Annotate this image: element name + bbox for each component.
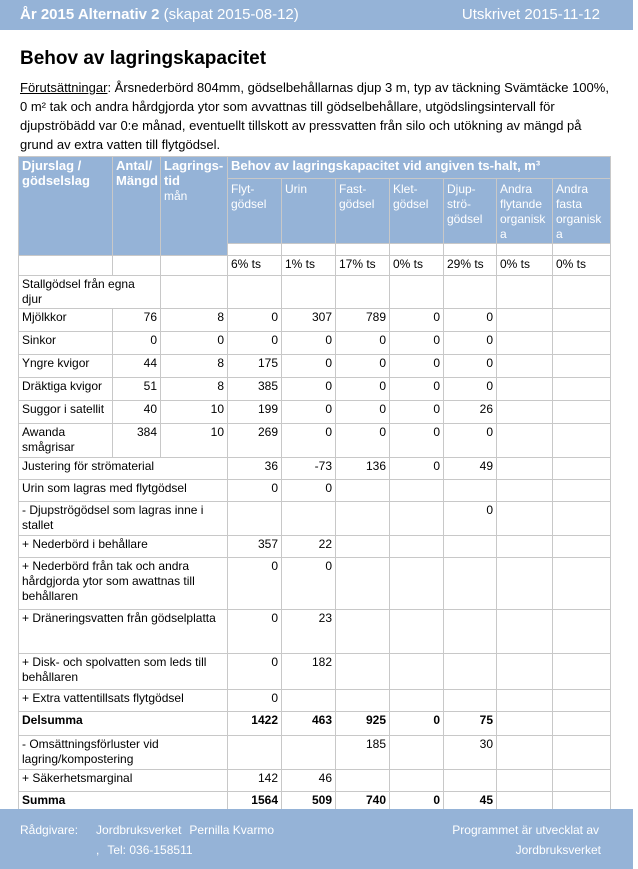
capacity-value-cell	[553, 424, 611, 458]
capacity-value-cell	[497, 378, 553, 401]
subcol-spacer	[553, 244, 611, 256]
storage-time-label: Lagrings-tid	[164, 158, 224, 188]
capacity-value-cell: 0	[390, 458, 444, 480]
ts-value-cell: 0% ts	[390, 256, 444, 276]
capacity-value-cell	[553, 736, 611, 770]
capacity-value-cell: 0	[228, 610, 282, 654]
amount-cell: 51	[113, 378, 161, 401]
capacity-value-cell: 0	[336, 378, 390, 401]
prerequisites-body: : Årsnederbörd 804mm, gödselbehållarnas djup 3 m, typ av täckning Svämtäcke 100%, 0 m² tak och andra hårdgjorda ytor som avvattnas till gödselbehållare, utgödslingsintervall för djupströbädd var 0:e månad, eventuellt tillskott av pressvatten från silo och utökning av mängd på grund av extra vatten till flytgödsel.	[20, 80, 609, 152]
amount-cell: 0	[113, 332, 161, 355]
ts-row	[19, 256, 611, 276]
adjustment-label-cell: + Nederbörd från tak och andra hårdgjorda ytor som awattnas till behållaren	[19, 558, 228, 610]
capacity-value-cell	[553, 378, 611, 401]
adjustment-label-cell: Delsumma	[19, 712, 228, 736]
col-header-amount: Antal/ Mängd	[113, 157, 161, 256]
capacity-value-cell	[553, 690, 611, 712]
capacity-value-cell: 789	[336, 309, 390, 332]
capacity-value-cell	[336, 770, 390, 792]
capacity-value-cell	[336, 480, 390, 502]
capacity-value-cell: 0	[228, 309, 282, 332]
capacity-value-cell: 0	[282, 378, 336, 401]
report-title-bold: År 2015 Alternativ 2	[20, 6, 160, 23]
capacity-value-cell	[228, 736, 282, 770]
page-footer-bar	[0, 809, 633, 869]
capacity-value-cell: 925	[336, 712, 390, 736]
capacity-value-cell: 463	[282, 712, 336, 736]
capacity-value-cell: 0	[336, 332, 390, 355]
adjustment-label-cell: - Omsättningsförluster vid lagring/kompostering	[19, 736, 228, 770]
ts-value-cell: 0% ts	[497, 256, 553, 276]
capacity-value-cell	[390, 480, 444, 502]
table-row	[19, 332, 611, 355]
capacity-value-cell: 0	[282, 355, 336, 378]
section-row	[19, 276, 611, 309]
capacity-value-cell: 0	[282, 424, 336, 458]
table-row	[19, 536, 611, 558]
phone-comma: ,	[96, 843, 100, 857]
capacity-value-cell	[497, 424, 553, 458]
capacity-value-cell: 46	[282, 770, 336, 792]
subcol-header-1: Urin	[282, 179, 336, 244]
subcol-spacer	[390, 244, 444, 256]
capacity-value-cell: 740	[336, 792, 390, 816]
adjustment-label-cell: Justering för strömaterial	[19, 458, 228, 480]
capacity-value-cell	[553, 480, 611, 502]
capacity-value-cell	[444, 770, 497, 792]
capacity-value-cell: 45	[444, 792, 497, 816]
capacity-value-cell	[553, 458, 611, 480]
storage-months-cell: 10	[161, 424, 228, 458]
capacity-value-cell: 0	[282, 558, 336, 610]
adjustment-label-cell: + Dräneringsvatten från gödselplatta	[19, 610, 228, 654]
subcol-spacer	[497, 244, 553, 256]
empty-cell	[336, 276, 390, 309]
capacity-value-cell: 22	[282, 536, 336, 558]
capacity-value-cell	[497, 558, 553, 610]
empty-cell	[161, 276, 228, 309]
capacity-value-cell: 0	[282, 401, 336, 424]
adjustment-label-cell: Urin som lagras med flytgödsel	[19, 480, 228, 502]
capacity-value-cell	[553, 712, 611, 736]
adjustment-label-cell: Summa	[19, 792, 228, 816]
capacity-value-cell	[497, 480, 553, 502]
subcol-header-4: Djup-strö-gödsel	[444, 179, 497, 244]
ts-blank-cell	[113, 256, 161, 276]
developer-name: Jordbruksverket	[515, 843, 601, 857]
amount-cell: 40	[113, 401, 161, 424]
capacity-value-cell: 269	[228, 424, 282, 458]
animal-name-cell: Awanda smågrisar	[19, 424, 113, 458]
table-row	[19, 355, 611, 378]
adjustment-label-cell: + Säkerhetsmarginal	[19, 770, 228, 792]
capacity-value-cell: 182	[282, 654, 336, 690]
ts-value-cell: 29% ts	[444, 256, 497, 276]
phone-number: Tel: 036-158511	[107, 843, 193, 857]
capacity-value-cell: 0	[336, 355, 390, 378]
ts-blank-cell	[19, 256, 113, 276]
capacity-value-cell	[444, 480, 497, 502]
capacity-value-cell: 136	[336, 458, 390, 480]
subcol-header-0: Flyt-gödsel	[228, 179, 282, 244]
capacity-value-cell	[553, 309, 611, 332]
capacity-value-cell	[497, 355, 553, 378]
empty-cell	[282, 276, 336, 309]
table-row	[19, 480, 611, 502]
capacity-value-cell	[390, 654, 444, 690]
capacity-value-cell	[497, 536, 553, 558]
adjustment-label-cell: + Nederbörd i behållare	[19, 536, 228, 558]
subcol-spacer	[444, 244, 497, 256]
animal-name-cell: Mjölkkor	[19, 309, 113, 332]
capacity-value-cell: 30	[444, 736, 497, 770]
capacity-value-cell	[336, 654, 390, 690]
capacity-value-cell: 175	[228, 355, 282, 378]
capacity-value-cell: 0	[228, 654, 282, 690]
amount-cell: 44	[113, 355, 161, 378]
advisor-info	[20, 823, 274, 837]
page-header-bar	[0, 0, 633, 30]
capacity-value-cell	[390, 502, 444, 536]
adjustment-label-cell: - Djupströgödsel som lagras inne i stallet	[19, 502, 228, 536]
capacity-value-cell: 0	[390, 332, 444, 355]
capacity-value-cell: 0	[336, 424, 390, 458]
capacity-value-cell: 0	[228, 690, 282, 712]
capacity-value-cell	[553, 610, 611, 654]
capacity-value-cell	[553, 502, 611, 536]
table-row	[19, 558, 611, 610]
capacity-value-cell: 0	[444, 332, 497, 355]
capacity-value-cell	[497, 401, 553, 424]
capacity-value-cell: -73	[282, 458, 336, 480]
capacity-value-cell: 0	[444, 309, 497, 332]
subcol-spacer	[336, 244, 390, 256]
capacity-value-cell: 0	[390, 792, 444, 816]
table-row	[19, 654, 611, 690]
capacity-value-cell: 0	[282, 480, 336, 502]
table-row	[19, 401, 611, 424]
capacity-value-cell	[497, 712, 553, 736]
amount-cell: 384	[113, 424, 161, 458]
col-header-capacity-group: Behov av lagringskapacitet vid angiven ts-halt, m³	[228, 157, 611, 179]
ts-value-cell: 1% ts	[282, 256, 336, 276]
subcol-header-2: Fast-gödsel	[336, 179, 390, 244]
col-header-animal: Djurslag / gödselslag	[19, 157, 113, 256]
capacity-value-cell	[390, 610, 444, 654]
capacity-value-cell: 0	[390, 309, 444, 332]
capacity-value-cell	[497, 309, 553, 332]
capacity-value-cell: 0	[444, 502, 497, 536]
table-row	[19, 610, 611, 654]
capacity-value-cell	[444, 690, 497, 712]
ts-value-cell: 17% ts	[336, 256, 390, 276]
table-row	[19, 712, 611, 736]
capacity-value-cell: 185	[336, 736, 390, 770]
storage-capacity-table	[18, 156, 611, 816]
capacity-value-cell: 0	[390, 401, 444, 424]
table-row	[19, 309, 611, 332]
ts-value-cell: 0% ts	[553, 256, 611, 276]
capacity-value-cell	[553, 558, 611, 610]
capacity-value-cell: 0	[282, 332, 336, 355]
empty-cell	[497, 276, 553, 309]
capacity-value-cell	[336, 536, 390, 558]
capacity-value-cell	[497, 770, 553, 792]
col-header-storage-time	[161, 157, 228, 256]
animal-name-cell: Dräktiga kvigor	[19, 378, 113, 401]
storage-months-cell: 8	[161, 355, 228, 378]
capacity-value-cell: 36	[228, 458, 282, 480]
capacity-value-cell	[390, 536, 444, 558]
capacity-value-cell	[336, 558, 390, 610]
table-row	[19, 378, 611, 401]
capacity-value-cell	[282, 736, 336, 770]
storage-months-cell: 8	[161, 309, 228, 332]
capacity-value-cell	[553, 654, 611, 690]
capacity-value-cell: 1564	[228, 792, 282, 816]
amount-cell: 76	[113, 309, 161, 332]
advisor-name: Pernilla Kvarmo	[189, 823, 275, 837]
subcol-header-5: Andra flytande organisk a	[497, 179, 553, 244]
capacity-value-cell	[336, 690, 390, 712]
capacity-value-cell: 357	[228, 536, 282, 558]
capacity-value-cell	[390, 690, 444, 712]
storage-time-unit: mån	[164, 189, 188, 203]
capacity-value-cell	[553, 332, 611, 355]
capacity-value-cell: 199	[228, 401, 282, 424]
subcol-spacer	[282, 244, 336, 256]
empty-cell	[228, 276, 282, 309]
capacity-value-cell	[497, 502, 553, 536]
section-label: Stallgödsel från egna djur	[19, 276, 161, 309]
animal-name-cell: Yngre kvigor	[19, 355, 113, 378]
developed-by-label: Programmet är utvecklat av	[452, 823, 599, 837]
prerequisites-label: Förutsättningar	[20, 80, 108, 95]
capacity-value-cell: 0	[336, 401, 390, 424]
ts-value-cell: 6% ts	[228, 256, 282, 276]
adjustment-label-cell: + Disk- och spolvatten som leds till behållaren	[19, 654, 228, 690]
capacity-value-cell	[497, 690, 553, 712]
capacity-value-cell	[228, 502, 282, 536]
capacity-value-cell	[336, 610, 390, 654]
capacity-value-cell: 142	[228, 770, 282, 792]
capacity-value-cell: 0	[390, 712, 444, 736]
capacity-value-cell	[497, 332, 553, 355]
storage-months-cell: 10	[161, 401, 228, 424]
advisor-phone	[96, 843, 193, 857]
advisor-label: Rådgivare:	[20, 823, 79, 837]
capacity-value-cell: 26	[444, 401, 497, 424]
capacity-value-cell	[444, 654, 497, 690]
storage-months-cell: 0	[161, 332, 228, 355]
capacity-value-cell	[444, 610, 497, 654]
empty-cell	[390, 276, 444, 309]
capacity-value-cell: 0	[444, 355, 497, 378]
page-title: Behov av lagringskapacitet	[20, 48, 267, 69]
capacity-value-cell	[282, 502, 336, 536]
capacity-value-cell	[497, 654, 553, 690]
subcol-header-6: Andra fasta organisk a	[553, 179, 611, 244]
report-title	[20, 6, 299, 23]
capacity-value-cell	[390, 770, 444, 792]
capacity-value-cell: 0	[228, 558, 282, 610]
capacity-value-cell	[282, 690, 336, 712]
capacity-value-cell	[553, 401, 611, 424]
table-row	[19, 424, 611, 458]
capacity-value-cell: 509	[282, 792, 336, 816]
capacity-value-cell: 0	[390, 378, 444, 401]
printed-date: Utskrivet 2015-11-12	[461, 6, 600, 23]
capacity-value-cell	[444, 558, 497, 610]
table-row	[19, 770, 611, 792]
table-row	[19, 690, 611, 712]
adjustment-label-cell: + Extra vattentillsats flytgödsel	[19, 690, 228, 712]
capacity-value-cell	[336, 502, 390, 536]
table-row	[19, 502, 611, 536]
capacity-value-cell	[553, 770, 611, 792]
capacity-value-cell: 75	[444, 712, 497, 736]
capacity-value-cell: 0	[228, 480, 282, 502]
empty-cell	[553, 276, 611, 309]
capacity-value-cell	[497, 736, 553, 770]
storage-months-cell: 8	[161, 378, 228, 401]
capacity-value-cell: 23	[282, 610, 336, 654]
capacity-value-cell	[497, 458, 553, 480]
capacity-value-cell: 1422	[228, 712, 282, 736]
report-created-date: (skapat 2015-08-12)	[159, 6, 299, 23]
capacity-value-cell	[553, 355, 611, 378]
subcol-spacer	[228, 244, 282, 256]
table-row	[19, 736, 611, 770]
prerequisites-text	[20, 78, 612, 154]
capacity-value-cell: 0	[444, 378, 497, 401]
subcol-header-3: Klet-gödsel	[390, 179, 444, 244]
header-divider	[0, 30, 633, 42]
capacity-value-cell: 385	[228, 378, 282, 401]
capacity-value-cell: 0	[444, 424, 497, 458]
capacity-value-cell	[553, 536, 611, 558]
ts-blank-cell	[161, 256, 228, 276]
capacity-value-cell: 0	[390, 355, 444, 378]
capacity-value-cell: 0	[228, 332, 282, 355]
capacity-value-cell	[390, 558, 444, 610]
capacity-value-cell: 0	[390, 424, 444, 458]
capacity-value-cell	[444, 536, 497, 558]
advisor-org: Jordbruksverket	[96, 823, 182, 837]
capacity-value-cell	[390, 736, 444, 770]
capacity-value-cell: 307	[282, 309, 336, 332]
table-row	[19, 458, 611, 480]
empty-cell	[444, 276, 497, 309]
animal-name-cell: Sinkor	[19, 332, 113, 355]
animal-name-cell: Suggor i satellit	[19, 401, 113, 424]
capacity-value-cell	[497, 610, 553, 654]
capacity-value-cell: 49	[444, 458, 497, 480]
